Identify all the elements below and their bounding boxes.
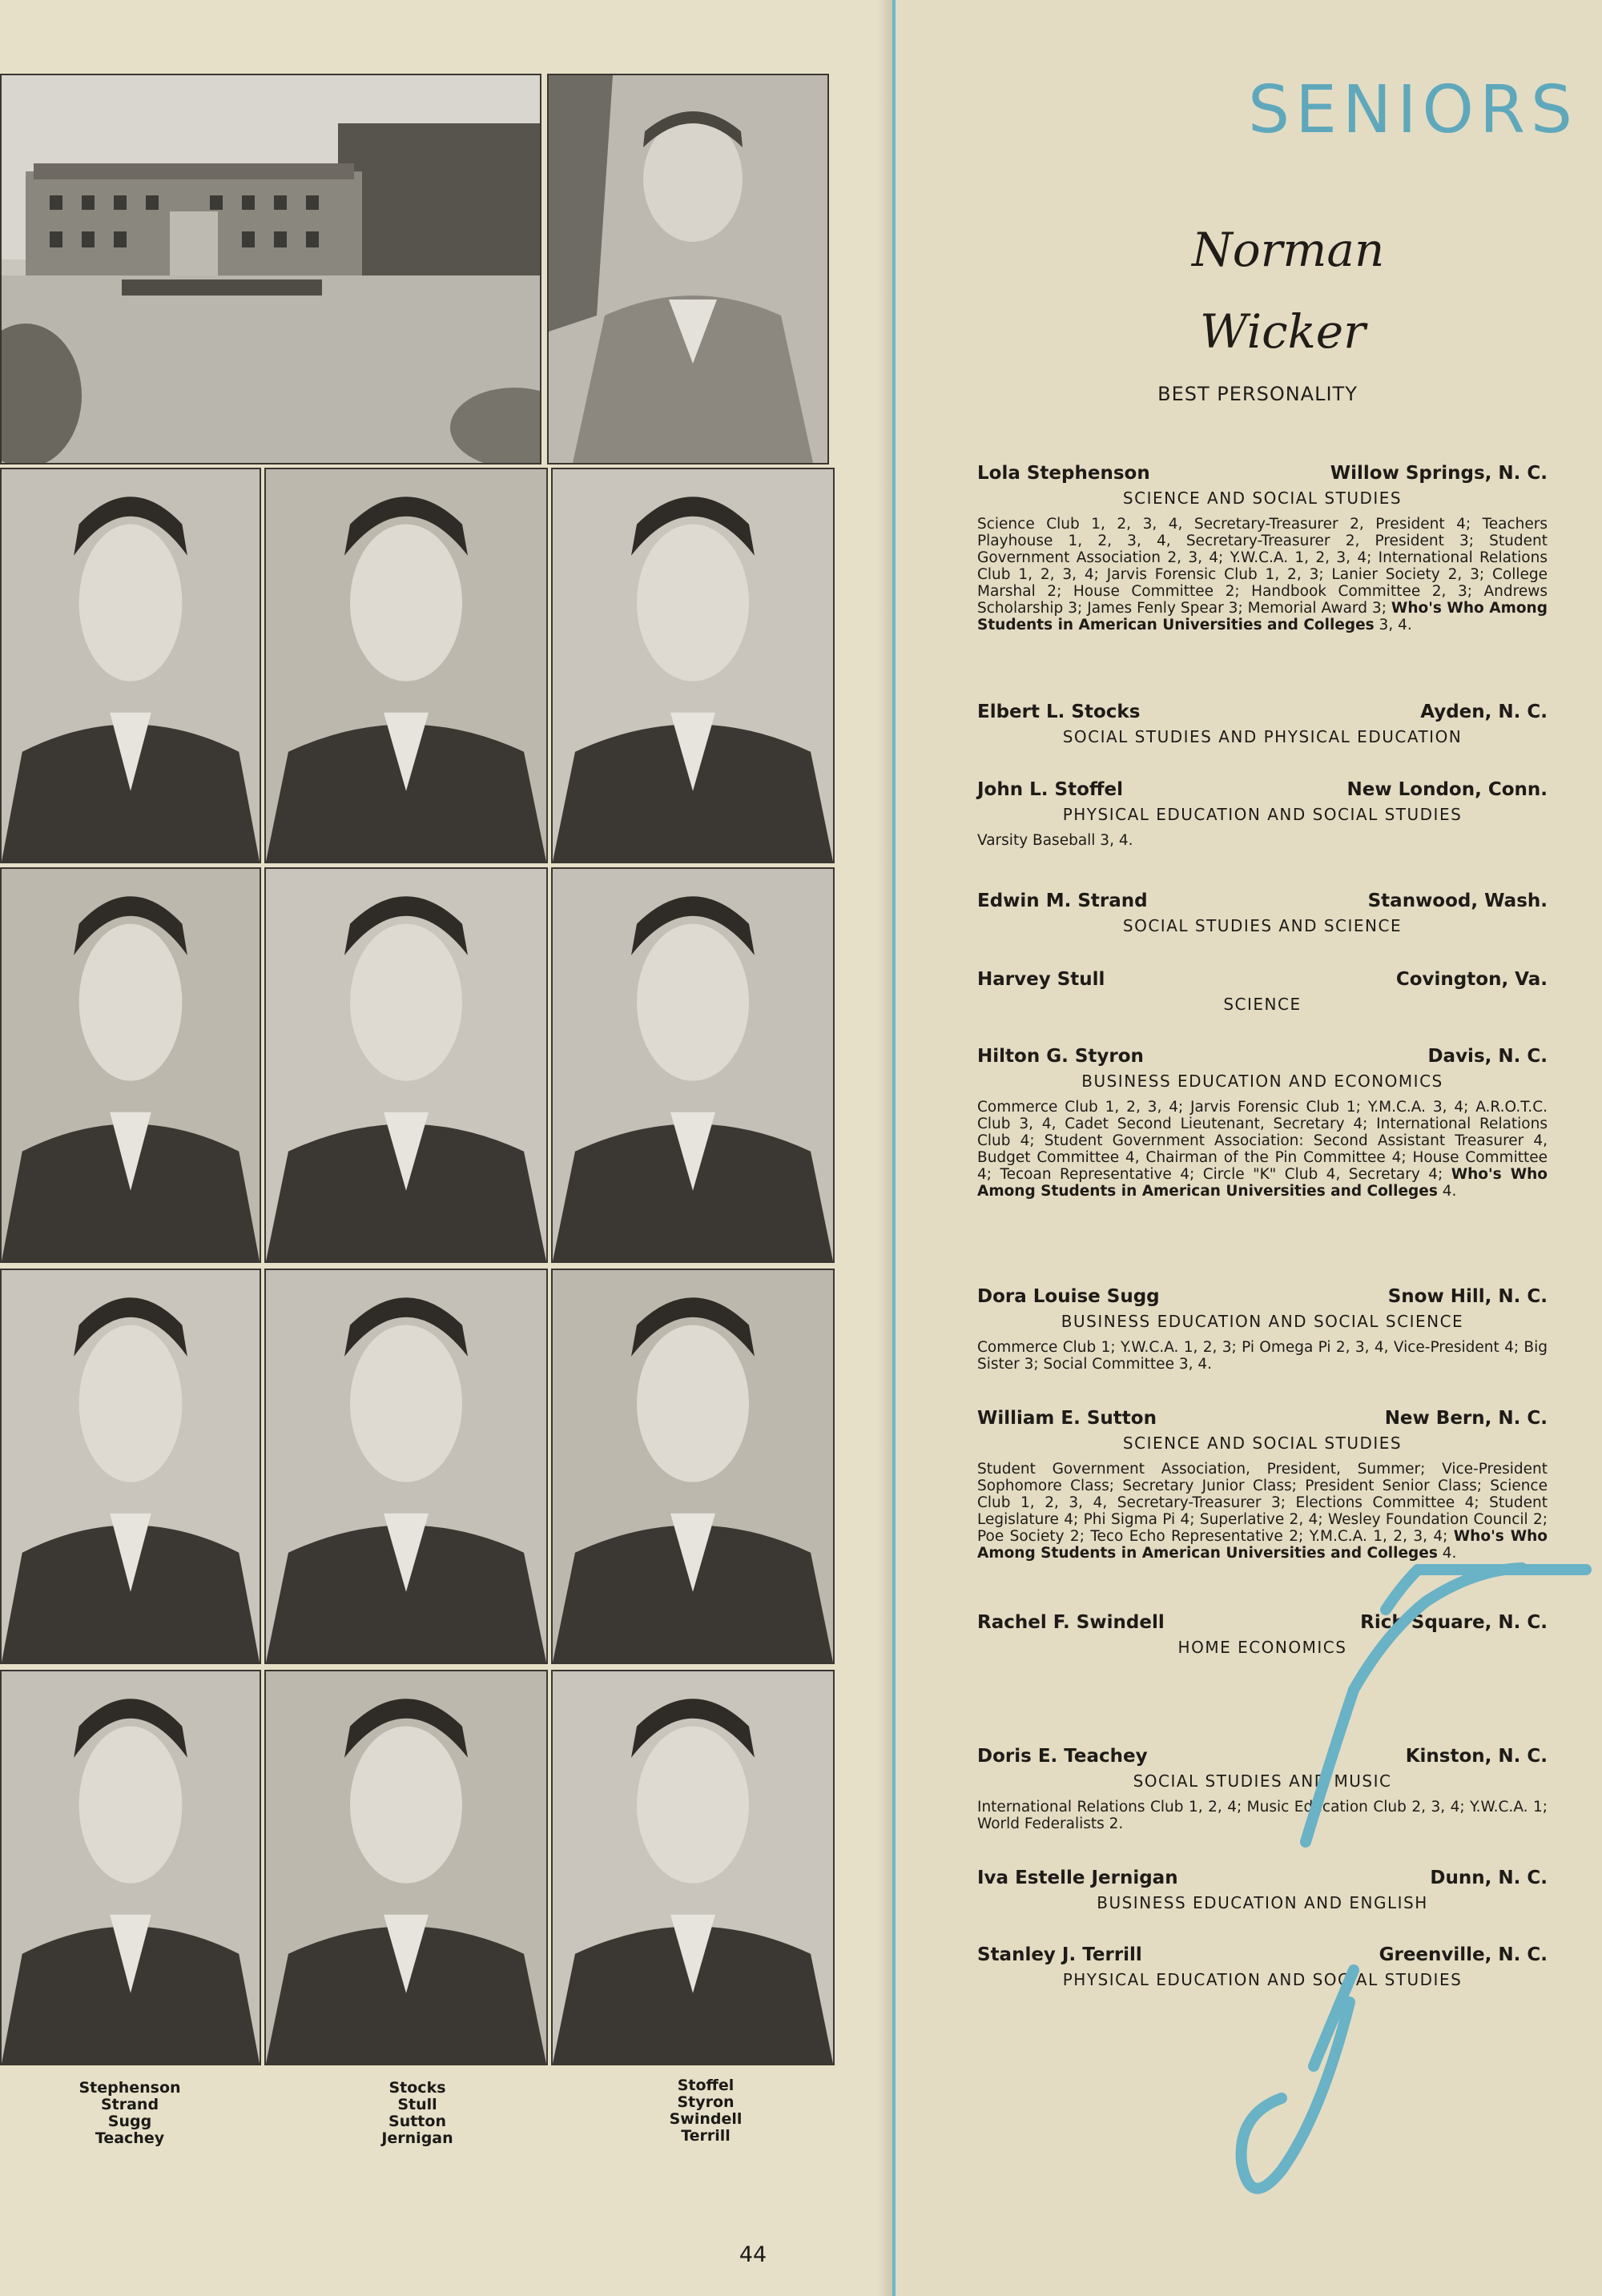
caption-name: Strand: [100, 2096, 159, 2113]
senior-major: HOME ECONOMICS: [1177, 1638, 1347, 1657]
senior-portrait-photo: [551, 867, 835, 1263]
senior-hometown: Ayden, N. C.: [1420, 702, 1548, 722]
decorative-numeral-5: [1234, 1554, 1602, 2242]
senior-major: PHYSICAL EDUCATION AND SOCIAL STUDIES: [1062, 1970, 1463, 1989]
senior-hometown: Greenville, N. C.: [1379, 1944, 1548, 1965]
caption-name: Stocks: [388, 2079, 446, 2097]
senior-hometown: Snow Hill, N. C.: [1387, 1286, 1548, 1307]
activities-text: Student Government Association, President, Summer; Vice-President Sophomore Class; Secretary Junior Class; President Senior Class; Science Club 1, 2, 3, 4, Secretary-Treasurer 3; Elections Committee 4; Student Legislature 4; Phi Sigma Pi 4; Superlative 2, 4; Wesley Foundation Council 2; Poe Society 2; Teco Echo Representative 2; Y.M.C.A. 1, 2, 3, 4;: [977, 1461, 1548, 1545]
senior-major: SOCIAL STUDIES AND MUSIC: [1133, 1771, 1392, 1791]
senior-name: Elbert L. Stocks: [977, 702, 1141, 722]
senior-hometown: Dunn, N. C.: [1430, 1868, 1548, 1888]
activities-text: Commerce Club 1, 2, 3, 4; Jarvis Forensic Club 1; Y.M.C.A. 3, 4; A.R.O.T.C. Club 3, 4, Cadet Second Lieutenant, Secretary 4; International Relations Club 4; Student Government Association: Second Assistant Treasurer 4, Budget Committee 4, Chairman of the Pin Committee 4; House Committee 4; Tecoan Representative 4; Circle "K" Club 4, Secretary 4;: [977, 1099, 1548, 1183]
senior-name: Iva Estelle Jernigan: [977, 1868, 1178, 1888]
senior-name: Lola Stephenson: [977, 463, 1150, 484]
senior-hometown: Willow Springs, N. C.: [1330, 463, 1548, 484]
activities-bold: Who's Who Among Students in American Universities and Colleges: [977, 600, 1548, 633]
senior-entry: [977, 1408, 1548, 1562]
senior-portrait-photo: [0, 867, 261, 1263]
senior-activities: [977, 516, 1548, 633]
caption-name: Jernigan: [381, 2129, 453, 2147]
caption-name: Styron: [677, 2093, 735, 2111]
senior-portrait-photo: [0, 1670, 261, 2065]
senior-major: PHYSICAL EDUCATION AND SOCIAL STUDIES: [1062, 805, 1463, 824]
senior-activities: International Relations Club 1, 2, 4; Music Education Club 2, 3, 4; Y.W.C.A. 1; World Federalists 2.: [977, 1799, 1548, 1832]
senior-name: Harvey Stull: [977, 969, 1105, 990]
senior-hometown: Stanwood, Wash.: [1367, 891, 1548, 911]
senior-name: Dora Louise Sugg: [977, 1286, 1160, 1307]
senior-major: BUSINESS EDUCATION AND ECONOMICS: [1081, 1072, 1443, 1091]
senior-hometown: Kinston, N. C.: [1405, 1746, 1548, 1767]
caption-column-1: [50, 2080, 210, 2147]
senior-portrait-photo: [551, 1670, 835, 2065]
senior-name: Stanley J. Terrill: [977, 1944, 1142, 1965]
activities-tail: 3, 4.: [1374, 617, 1412, 633]
senior-activities: [977, 1099, 1548, 1200]
campus-photo: [0, 74, 541, 464]
senior-major: BUSINESS EDUCATION AND ENGLISH: [1097, 1893, 1428, 1912]
senior-entry: [977, 779, 1548, 849]
senior-hometown: New London, Conn.: [1346, 779, 1548, 800]
activities-bold: Who's Who Among Students in American Universities and Colleges: [977, 1166, 1548, 1200]
senior-entry: [977, 463, 1548, 633]
senior-activities: [977, 1461, 1548, 1562]
caption-name: Stephenson: [78, 2079, 181, 2097]
caption-name: Terrill: [681, 2127, 731, 2145]
page-number: 44: [739, 2242, 767, 2267]
senior-name: William E. Sutton: [977, 1408, 1157, 1429]
senior-portrait-photo: [0, 468, 261, 863]
senior-entry: [977, 969, 1548, 1014]
senior-portrait-photo: [264, 867, 548, 1263]
caption-column-2: [337, 2080, 497, 2147]
senior-entry: [977, 891, 1548, 935]
caption-name: Sugg: [107, 2113, 152, 2130]
superlative-label: BEST PERSONALITY: [1157, 383, 1358, 405]
senior-entry: [977, 1286, 1548, 1373]
senior-major: SOCIAL STUDIES AND PHYSICAL EDUCATION: [1062, 727, 1463, 746]
caption-name: Sutton: [388, 2113, 446, 2130]
gutter-shadow: [878, 0, 892, 2296]
senior-major: SOCIAL STUDIES AND SCIENCE: [1122, 916, 1403, 935]
senior-name: Rachel F. Swindell: [977, 1612, 1165, 1633]
senior-portrait-photo: [264, 468, 548, 863]
senior-activities: Commerce Club 1; Y.W.C.A. 1, 2, 3; Pi Omega Pi 2, 3, 4, Vice-President 4; Big Sister 3; Social Committee 3, 4.: [977, 1339, 1548, 1373]
senior-portrait-photo: [551, 1269, 835, 1664]
senior-portrait-photo: [0, 1269, 261, 1664]
gutter-rule: [892, 0, 896, 2296]
senior-major: SCIENCE AND SOCIAL STUDIES: [1122, 489, 1403, 508]
featured-portrait-photo: [547, 74, 829, 464]
senior-hometown: New Bern, N. C.: [1384, 1408, 1548, 1429]
caption-column-3: [626, 2077, 786, 2145]
senior-name: John L. Stoffel: [977, 779, 1123, 800]
senior-hometown: Covington, Va.: [1395, 969, 1548, 990]
senior-entry: [977, 1046, 1548, 1200]
activities-bold: Who's Who Among Students in American Universities and Colleges: [977, 1528, 1548, 1562]
senior-entry: [977, 702, 1548, 746]
caption-name: Teachey: [95, 2129, 165, 2147]
caption-name: Stoffel: [677, 2077, 735, 2094]
activities-tail: 4.: [1437, 1183, 1457, 1200]
senior-portrait-photo: [264, 1269, 548, 1664]
caption-name: Stull: [397, 2096, 437, 2113]
featured-last-name: Wicker: [1200, 304, 1366, 359]
senior-portrait-photo: [551, 468, 835, 863]
caption-name: Swindell: [669, 2110, 743, 2128]
senior-portrait-photo: [264, 1670, 548, 2065]
senior-hometown: Rich Square, N. C.: [1360, 1612, 1548, 1633]
senior-major: SCIENCE AND SOCIAL STUDIES: [1122, 1433, 1403, 1453]
senior-name: Hilton G. Styron: [977, 1046, 1144, 1067]
senior-major: SCIENCE: [1223, 995, 1302, 1014]
section-title: SENIORS: [1248, 72, 1578, 148]
senior-activities: Varsity Baseball 3, 4.: [977, 832, 1133, 849]
senior-hometown: Davis, N. C.: [1427, 1046, 1548, 1067]
featured-first-name: Norman: [1192, 223, 1385, 277]
activities-text: Science Club 1, 2, 3, 4, Secretary-Treasurer 2, President 4; Teachers Playhouse 1, 2, 3, 4, Secretary-Treasurer 2, President 3; Student Government Association 2, 3, 4; Y.W.C.A. 1, 2, 3, 4; International Relations Club 1, 2, 3, 4; Jarvis Forensic Club 1, 2, 3; Lanier Society 2, 3; College Marshal 2; House Committee 2; Handbook Committee 2, 3; Andrews Scholarship 3; James Fenly Spear 3; Memorial Award 3;: [977, 516, 1548, 617]
activities-tail: 4.: [1437, 1545, 1457, 1562]
senior-name: Edwin M. Strand: [977, 891, 1148, 911]
senior-name: Doris E. Teachey: [977, 1746, 1148, 1767]
senior-major: BUSINESS EDUCATION AND SOCIAL SCIENCE: [1061, 1312, 1464, 1331]
